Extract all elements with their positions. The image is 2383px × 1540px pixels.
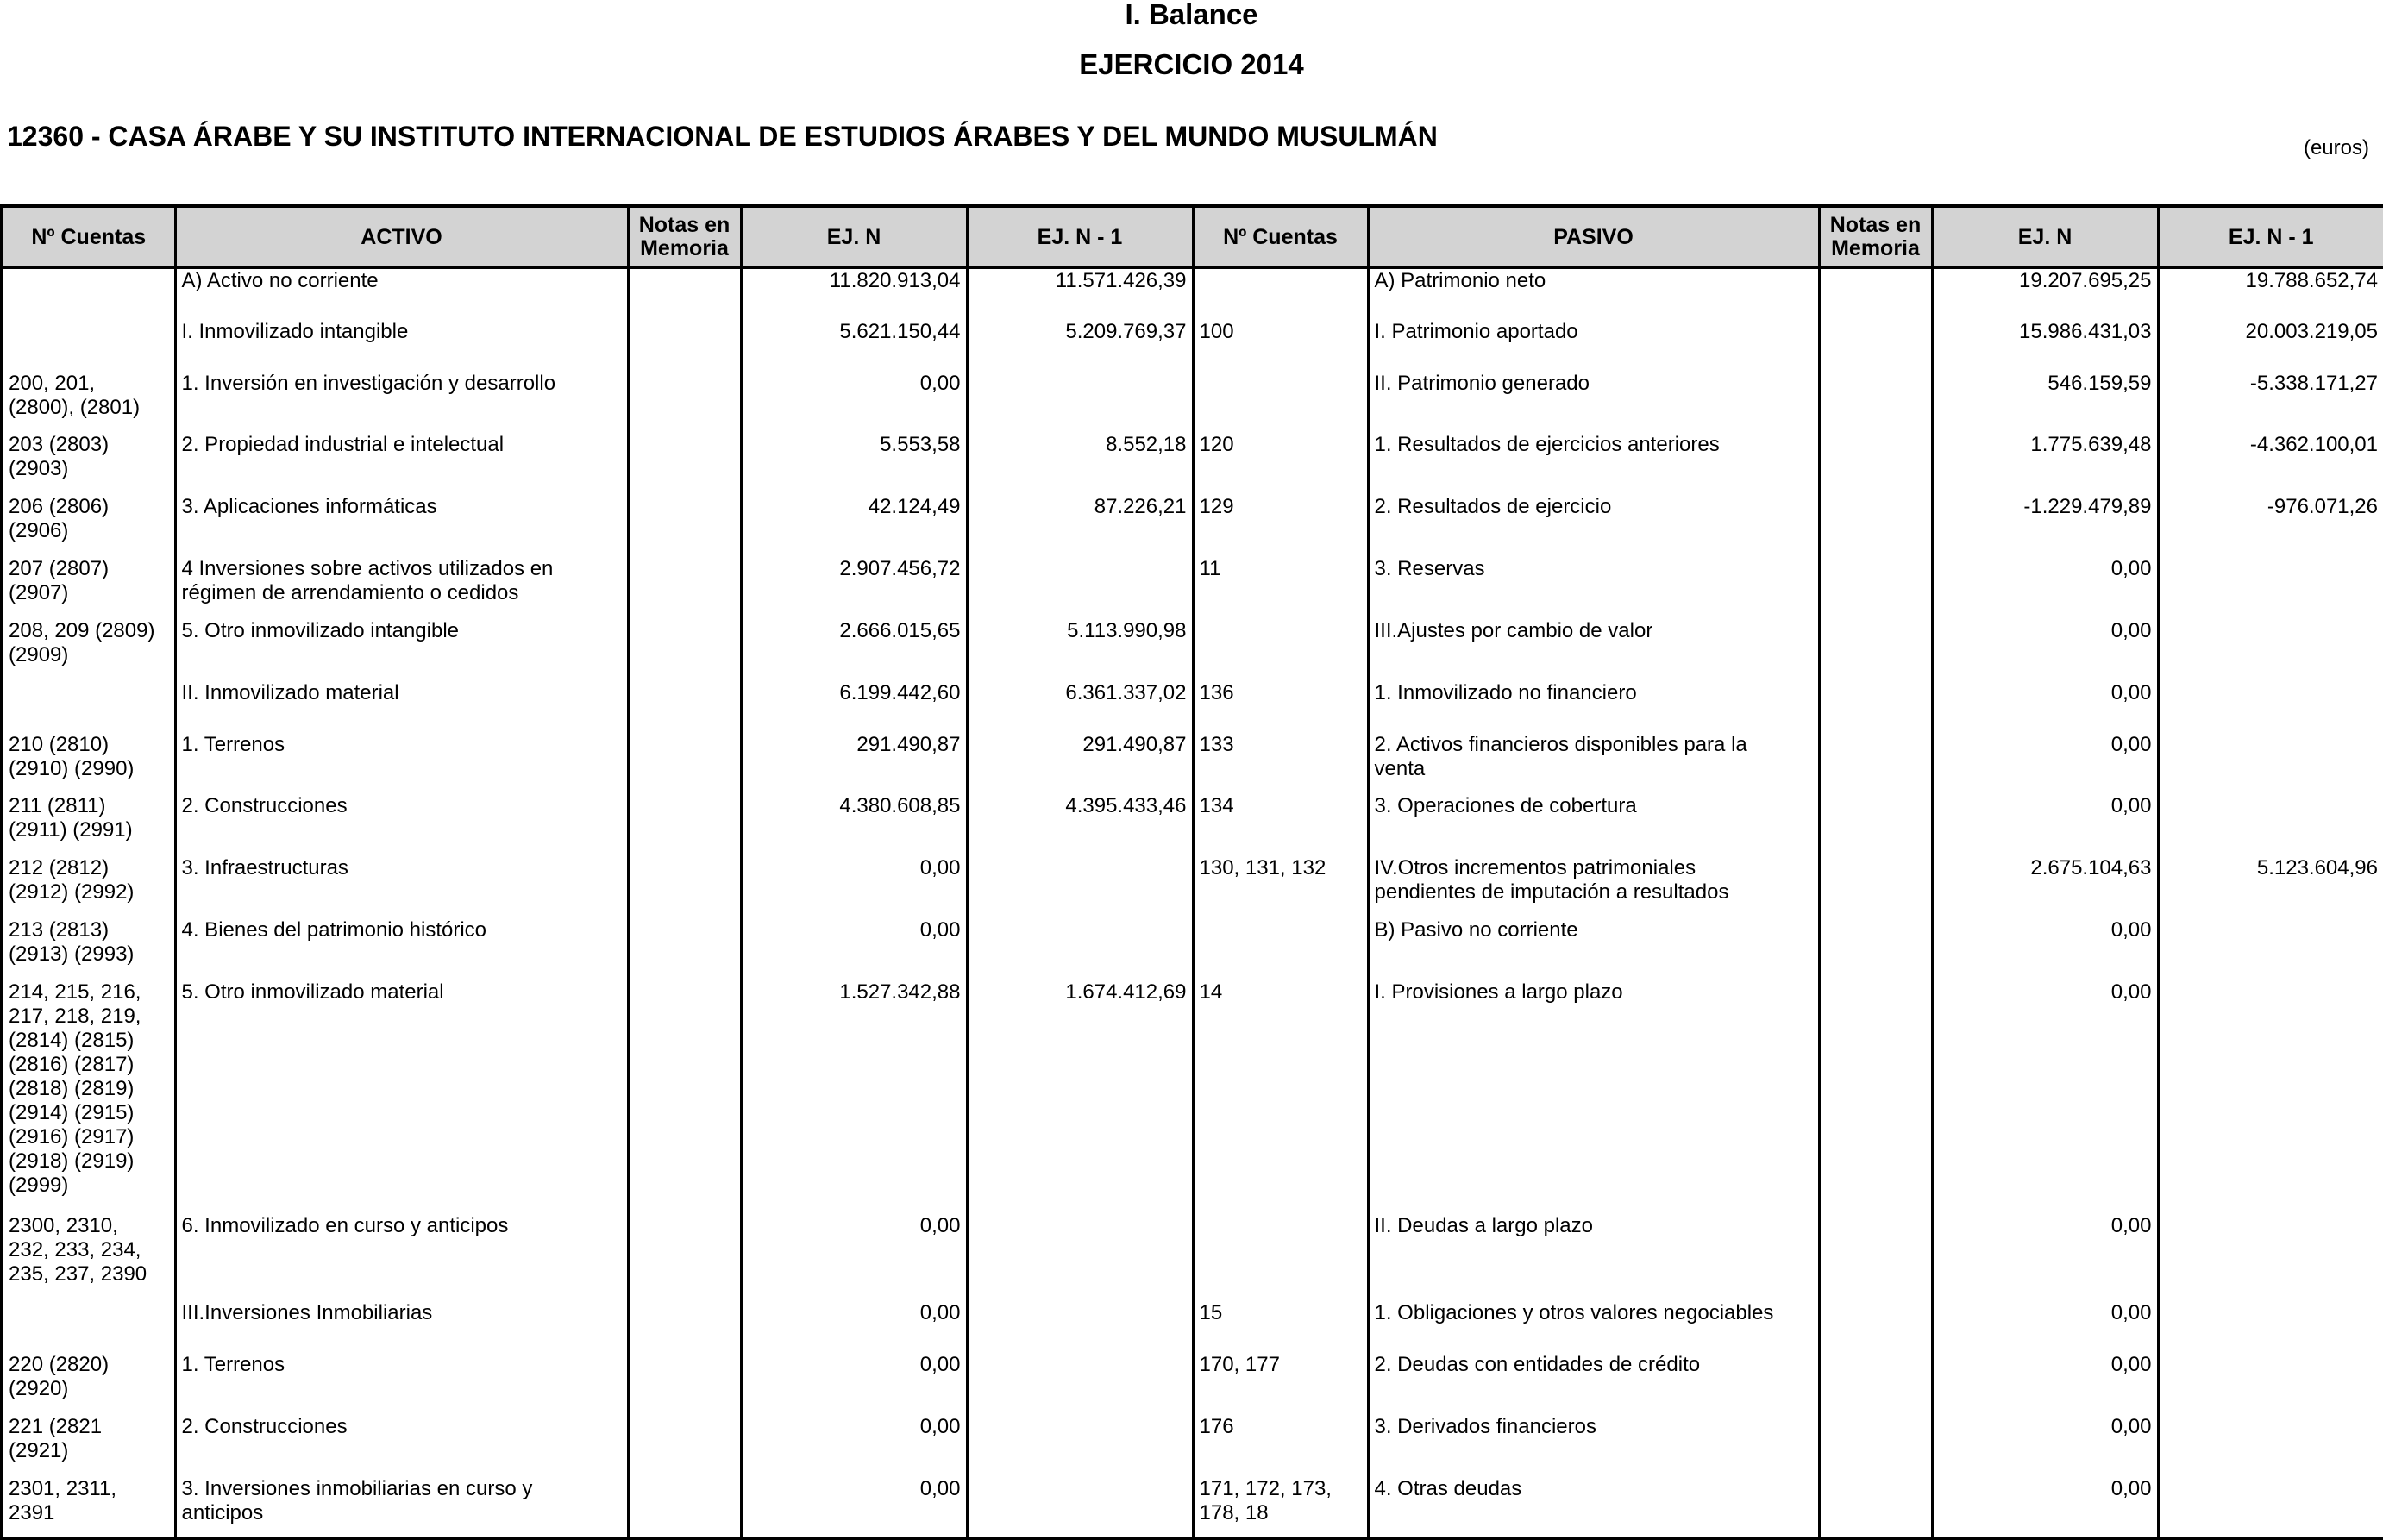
- assets-item-label: 2. Construcciones: [175, 794, 628, 856]
- liabilities-prior-year-value: [2158, 1214, 2383, 1301]
- table-row: [2, 619, 2383, 681]
- liabilities-item-label: I. Patrimonio aportado: [1368, 320, 1819, 372]
- table-row: [2, 1214, 2383, 1301]
- assets-current-year-value: 0,00: [741, 1301, 967, 1353]
- assets-notes: [628, 433, 741, 495]
- assets-prior-year-value: [967, 372, 1193, 433]
- assets-prior-year-value: 11.571.426,39: [967, 268, 1193, 320]
- assets-current-year-value: 0,00: [741, 918, 967, 980]
- col-header-liabilities: PASIVO: [1368, 206, 1819, 268]
- liabilities-current-year-value: 0,00: [1932, 733, 2158, 794]
- liabilities-item-label: I. Provisiones a largo plazo: [1368, 980, 1819, 1214]
- assets-prior-year-value: 5.209.769,37: [967, 320, 1193, 372]
- assets-account-codes: 212 (2812) (2912) (2992): [2, 856, 175, 918]
- liabilities-notes: [1819, 1415, 1932, 1477]
- table-row: [2, 1477, 2383, 1538]
- liabilities-current-year-value: 0,00: [1932, 619, 2158, 681]
- liabilities-current-year-value: 0,00: [1932, 557, 2158, 619]
- liabilities-notes: [1819, 794, 1932, 856]
- liabilities-prior-year-value: [2158, 681, 2383, 733]
- liabilities-account-codes: [1193, 268, 1368, 320]
- assets-account-codes: [2, 320, 175, 372]
- liabilities-account-codes: 171, 172, 173, 178, 18: [1193, 1477, 1368, 1538]
- assets-prior-year-value: [967, 1415, 1193, 1477]
- assets-notes: [628, 320, 741, 372]
- liabilities-account-codes: 134: [1193, 794, 1368, 856]
- assets-current-year-value: 0,00: [741, 1214, 967, 1301]
- table-row: [2, 433, 2383, 495]
- liabilities-current-year-value: 0,00: [1932, 1415, 2158, 1477]
- assets-item-label: A) Activo no corriente: [175, 268, 628, 320]
- liabilities-prior-year-value: [2158, 794, 2383, 856]
- table-row: [2, 1353, 2383, 1415]
- assets-item-label: 1. Terrenos: [175, 1353, 628, 1415]
- col-header-assets-accounts: Nº Cuentas: [2, 206, 175, 268]
- assets-notes: [628, 1214, 741, 1301]
- liabilities-item-label: III.Ajustes por cambio de valor: [1368, 619, 1819, 681]
- assets-notes: [628, 1415, 741, 1477]
- liabilities-prior-year-value: [2158, 918, 2383, 980]
- table-row: [2, 320, 2383, 372]
- assets-notes: [628, 856, 741, 918]
- liabilities-notes: [1819, 1477, 1932, 1538]
- col-header-assets-current-year: EJ. N: [741, 206, 967, 268]
- table-row: [2, 733, 2383, 794]
- liabilities-prior-year-value: [2158, 1415, 2383, 1477]
- assets-item-label: 5. Otro inmovilizado material: [175, 980, 628, 1214]
- assets-item-label: 3. Inversiones inmobiliarias en curso y anticipos: [175, 1477, 628, 1538]
- assets-account-codes: 203 (2803) (2903): [2, 433, 175, 495]
- liabilities-current-year-value: 19.207.695,25: [1932, 268, 2158, 320]
- liabilities-prior-year-value: -4.362.100,01: [2158, 433, 2383, 495]
- liabilities-account-codes: 176: [1193, 1415, 1368, 1477]
- liabilities-item-label: 4. Otras deudas: [1368, 1477, 1819, 1538]
- liabilities-account-codes: [1193, 619, 1368, 681]
- assets-current-year-value: 11.820.913,04: [741, 268, 967, 320]
- table-row: [2, 372, 2383, 433]
- currency-units: (euros): [2303, 136, 2369, 160]
- liabilities-prior-year-value: [2158, 980, 2383, 1214]
- assets-prior-year-value: 291.490,87: [967, 733, 1193, 794]
- liabilities-current-year-value: 0,00: [1932, 1301, 2158, 1353]
- assets-item-label: 1. Inversión en investigación y desarrollo: [175, 372, 628, 433]
- assets-current-year-value: 0,00: [741, 1477, 967, 1538]
- assets-account-codes: 2300, 2310, 232, 233, 234, 235, 237, 2390: [2, 1214, 175, 1301]
- assets-current-year-value: 291.490,87: [741, 733, 967, 794]
- liabilities-account-codes: 14: [1193, 980, 1368, 1214]
- liabilities-current-year-value: 0,00: [1932, 1353, 2158, 1415]
- assets-notes: [628, 918, 741, 980]
- assets-current-year-value: 1.527.342,88: [741, 980, 967, 1214]
- liabilities-account-codes: 100: [1193, 320, 1368, 372]
- liabilities-account-codes: 170, 177: [1193, 1353, 1368, 1415]
- table-row: [2, 980, 2383, 1214]
- liabilities-current-year-value: 546.159,59: [1932, 372, 2158, 433]
- table-row: [2, 1415, 2383, 1477]
- col-header-liabilities-notes: Notas en Memoria: [1819, 206, 1932, 268]
- assets-current-year-value: 0,00: [741, 1353, 967, 1415]
- liabilities-item-label: II. Patrimonio generado: [1368, 372, 1819, 433]
- assets-prior-year-value: [967, 1353, 1193, 1415]
- liabilities-account-codes: [1193, 372, 1368, 433]
- assets-item-label: III.Inversiones Inmobiliarias: [175, 1301, 628, 1353]
- table-row: [2, 794, 2383, 856]
- liabilities-item-label: II. Deudas a largo plazo: [1368, 1214, 1819, 1301]
- assets-notes: [628, 1477, 741, 1538]
- assets-account-codes: 206 (2806) (2906): [2, 495, 175, 557]
- assets-notes: [628, 619, 741, 681]
- assets-prior-year-value: 5.113.990,98: [967, 619, 1193, 681]
- liabilities-item-label: 1. Obligaciones y otros valores negociables: [1368, 1301, 1819, 1353]
- assets-account-codes: 211 (2811) (2911) (2991): [2, 794, 175, 856]
- entity-name: 12360 - CASA ÁRABE Y SU INSTITUTO INTERNACIONAL DE ESTUDIOS ÁRABES Y DEL MUNDO MUSULMÁN: [7, 121, 1438, 152]
- assets-item-label: 5. Otro inmovilizado intangible: [175, 619, 628, 681]
- liabilities-notes: [1819, 557, 1932, 619]
- liabilities-item-label: 2. Deudas con entidades de crédito: [1368, 1353, 1819, 1415]
- liabilities-current-year-value: 0,00: [1932, 681, 2158, 733]
- liabilities-account-codes: 136: [1193, 681, 1368, 733]
- assets-notes: [628, 372, 741, 433]
- liabilities-notes: [1819, 619, 1932, 681]
- liabilities-notes: [1819, 1353, 1932, 1415]
- assets-notes: [628, 794, 741, 856]
- assets-prior-year-value: [967, 1477, 1193, 1538]
- assets-prior-year-value: 87.226,21: [967, 495, 1193, 557]
- liabilities-item-label: IV.Otros incrementos patrimoniales pendientes de imputación a resultados: [1368, 856, 1819, 918]
- assets-prior-year-value: [967, 1214, 1193, 1301]
- liabilities-item-label: 2. Resultados de ejercicio: [1368, 495, 1819, 557]
- liabilities-account-codes: 133: [1193, 733, 1368, 794]
- assets-item-label: 3. Aplicaciones informáticas: [175, 495, 628, 557]
- assets-prior-year-value: 8.552,18: [967, 433, 1193, 495]
- liabilities-prior-year-value: [2158, 557, 2383, 619]
- table-row: [2, 557, 2383, 619]
- assets-prior-year-value: 1.674.412,69: [967, 980, 1193, 1214]
- liabilities-account-codes: [1193, 918, 1368, 980]
- assets-current-year-value: 6.199.442,60: [741, 681, 967, 733]
- liabilities-notes: [1819, 433, 1932, 495]
- assets-current-year-value: 42.124,49: [741, 495, 967, 557]
- liabilities-notes: [1819, 733, 1932, 794]
- assets-notes: [628, 557, 741, 619]
- liabilities-prior-year-value: [2158, 619, 2383, 681]
- balance-table-body: [2, 268, 2383, 1538]
- liabilities-prior-year-value: [2158, 1477, 2383, 1538]
- assets-item-label: 6. Inmovilizado en curso y anticipos: [175, 1214, 628, 1301]
- liabilities-current-year-value: 2.675.104,63: [1932, 856, 2158, 918]
- assets-notes: [628, 733, 741, 794]
- assets-prior-year-value: [967, 557, 1193, 619]
- liabilities-item-label: 3. Derivados financieros: [1368, 1415, 1819, 1477]
- liabilities-current-year-value: 1.775.639,48: [1932, 433, 2158, 495]
- liabilities-prior-year-value: 20.003.219,05: [2158, 320, 2383, 372]
- table-row: [2, 1301, 2383, 1353]
- assets-current-year-value: 0,00: [741, 1415, 967, 1477]
- assets-current-year-value: 2.907.456,72: [741, 557, 967, 619]
- table-row: [2, 681, 2383, 733]
- liabilities-item-label: 2. Activos financieros disponibles para la venta: [1368, 733, 1819, 794]
- assets-account-codes: 210 (2810) (2910) (2990): [2, 733, 175, 794]
- liabilities-prior-year-value: -976.071,26: [2158, 495, 2383, 557]
- assets-account-codes: 2301, 2311, 2391: [2, 1477, 175, 1538]
- fiscal-year-subtitle: EJERCICIO 2014: [1079, 48, 1304, 80]
- assets-item-label: II. Inmovilizado material: [175, 681, 628, 733]
- liabilities-notes: [1819, 918, 1932, 980]
- assets-current-year-value: 4.380.608,85: [741, 794, 967, 856]
- assets-item-label: I. Inmovilizado intangible: [175, 320, 628, 372]
- assets-notes: [628, 495, 741, 557]
- assets-prior-year-value: [967, 918, 1193, 980]
- liabilities-item-label: 1. Inmovilizado no financiero: [1368, 681, 1819, 733]
- assets-notes: [628, 268, 741, 320]
- liabilities-prior-year-value: [2158, 1301, 2383, 1353]
- table-row: [2, 856, 2383, 918]
- assets-current-year-value: 0,00: [741, 372, 967, 433]
- liabilities-notes: [1819, 320, 1932, 372]
- liabilities-account-codes: 129: [1193, 495, 1368, 557]
- col-header-liabilities-current-year: EJ. N: [1932, 206, 2158, 268]
- col-header-assets-prior-year: EJ. N - 1: [967, 206, 1193, 268]
- liabilities-notes: [1819, 372, 1932, 433]
- table-row: [2, 268, 2383, 320]
- liabilities-notes: [1819, 1301, 1932, 1353]
- liabilities-notes: [1819, 268, 1932, 320]
- col-header-assets: ACTIVO: [175, 206, 628, 268]
- assets-account-codes: 214, 215, 216, 217, 218, 219, (2814) (2815) (2816) (2817) (2818) (2819) (2914) (2915) (2916) (2917) (2918) (2919) (2999): [2, 980, 175, 1214]
- assets-item-label: 2. Construcciones: [175, 1415, 628, 1477]
- assets-current-year-value: 5.621.150,44: [741, 320, 967, 372]
- liabilities-current-year-value: 0,00: [1932, 1477, 2158, 1538]
- assets-item-label: 1. Terrenos: [175, 733, 628, 794]
- col-header-assets-notes: Notas en Memoria: [628, 206, 741, 268]
- liabilities-prior-year-value: [2158, 1353, 2383, 1415]
- liabilities-item-label: 3. Operaciones de cobertura: [1368, 794, 1819, 856]
- liabilities-current-year-value: 0,00: [1932, 1214, 2158, 1301]
- table-row: [2, 918, 2383, 980]
- assets-item-label: 3. Infraestructuras: [175, 856, 628, 918]
- page-title: I. Balance: [1125, 0, 1258, 30]
- assets-notes: [628, 980, 741, 1214]
- table-row: [2, 495, 2383, 557]
- liabilities-current-year-value: -1.229.479,89: [1932, 495, 2158, 557]
- assets-account-codes: 207 (2807) (2907): [2, 557, 175, 619]
- liabilities-prior-year-value: -5.338.171,27: [2158, 372, 2383, 433]
- assets-notes: [628, 1301, 741, 1353]
- liabilities-current-year-value: 0,00: [1932, 794, 2158, 856]
- liabilities-item-label: 1. Resultados de ejercicios anteriores: [1368, 433, 1819, 495]
- liabilities-account-codes: 11: [1193, 557, 1368, 619]
- liabilities-prior-year-value: [2158, 733, 2383, 794]
- liabilities-account-codes: 130, 131, 132: [1193, 856, 1368, 918]
- liabilities-prior-year-value: 5.123.604,96: [2158, 856, 2383, 918]
- assets-current-year-value: 5.553,58: [741, 433, 967, 495]
- assets-prior-year-value: [967, 1301, 1193, 1353]
- liabilities-item-label: A) Patrimonio neto: [1368, 268, 1819, 320]
- liabilities-notes: [1819, 856, 1932, 918]
- assets-current-year-value: 2.666.015,65: [741, 619, 967, 681]
- liabilities-prior-year-value: 19.788.652,74: [2158, 268, 2383, 320]
- liabilities-notes: [1819, 1214, 1932, 1301]
- table-header-row: [2, 206, 2383, 268]
- assets-account-codes: 213 (2813) (2913) (2993): [2, 918, 175, 980]
- liabilities-notes: [1819, 495, 1932, 557]
- assets-prior-year-value: 6.361.337,02: [967, 681, 1193, 733]
- col-header-liabilities-accounts: Nº Cuentas: [1193, 206, 1368, 268]
- assets-notes: [628, 1353, 741, 1415]
- liabilities-notes: [1819, 980, 1932, 1214]
- col-header-liabilities-prior-year: EJ. N - 1: [2158, 206, 2383, 268]
- assets-prior-year-value: 4.395.433,46: [967, 794, 1193, 856]
- assets-account-codes: [2, 1301, 175, 1353]
- assets-account-codes: [2, 268, 175, 320]
- assets-item-label: 4 Inversiones sobre activos utilizados en régimen de arrendamiento o cedidos: [175, 557, 628, 619]
- balance-table: [0, 204, 2383, 1540]
- assets-account-codes: 208, 209 (2809) (2909): [2, 619, 175, 681]
- assets-item-label: 4. Bienes del patrimonio histórico: [175, 918, 628, 980]
- liabilities-current-year-value: 15.986.431,03: [1932, 320, 2158, 372]
- assets-account-codes: 221 (2821 (2921): [2, 1415, 175, 1477]
- liabilities-account-codes: 15: [1193, 1301, 1368, 1353]
- assets-notes: [628, 681, 741, 733]
- assets-item-label: 2. Propiedad industrial e intelectual: [175, 433, 628, 495]
- liabilities-notes: [1819, 681, 1932, 733]
- assets-current-year-value: 0,00: [741, 856, 967, 918]
- liabilities-item-label: 3. Reservas: [1368, 557, 1819, 619]
- assets-prior-year-value: [967, 856, 1193, 918]
- assets-account-codes: 200, 201, (2800), (2801): [2, 372, 175, 433]
- assets-account-codes: [2, 681, 175, 733]
- assets-account-codes: 220 (2820) (2920): [2, 1353, 175, 1415]
- liabilities-account-codes: [1193, 1214, 1368, 1301]
- liabilities-current-year-value: 0,00: [1932, 980, 2158, 1214]
- liabilities-item-label: B) Pasivo no corriente: [1368, 918, 1819, 980]
- liabilities-current-year-value: 0,00: [1932, 918, 2158, 980]
- liabilities-account-codes: 120: [1193, 433, 1368, 495]
